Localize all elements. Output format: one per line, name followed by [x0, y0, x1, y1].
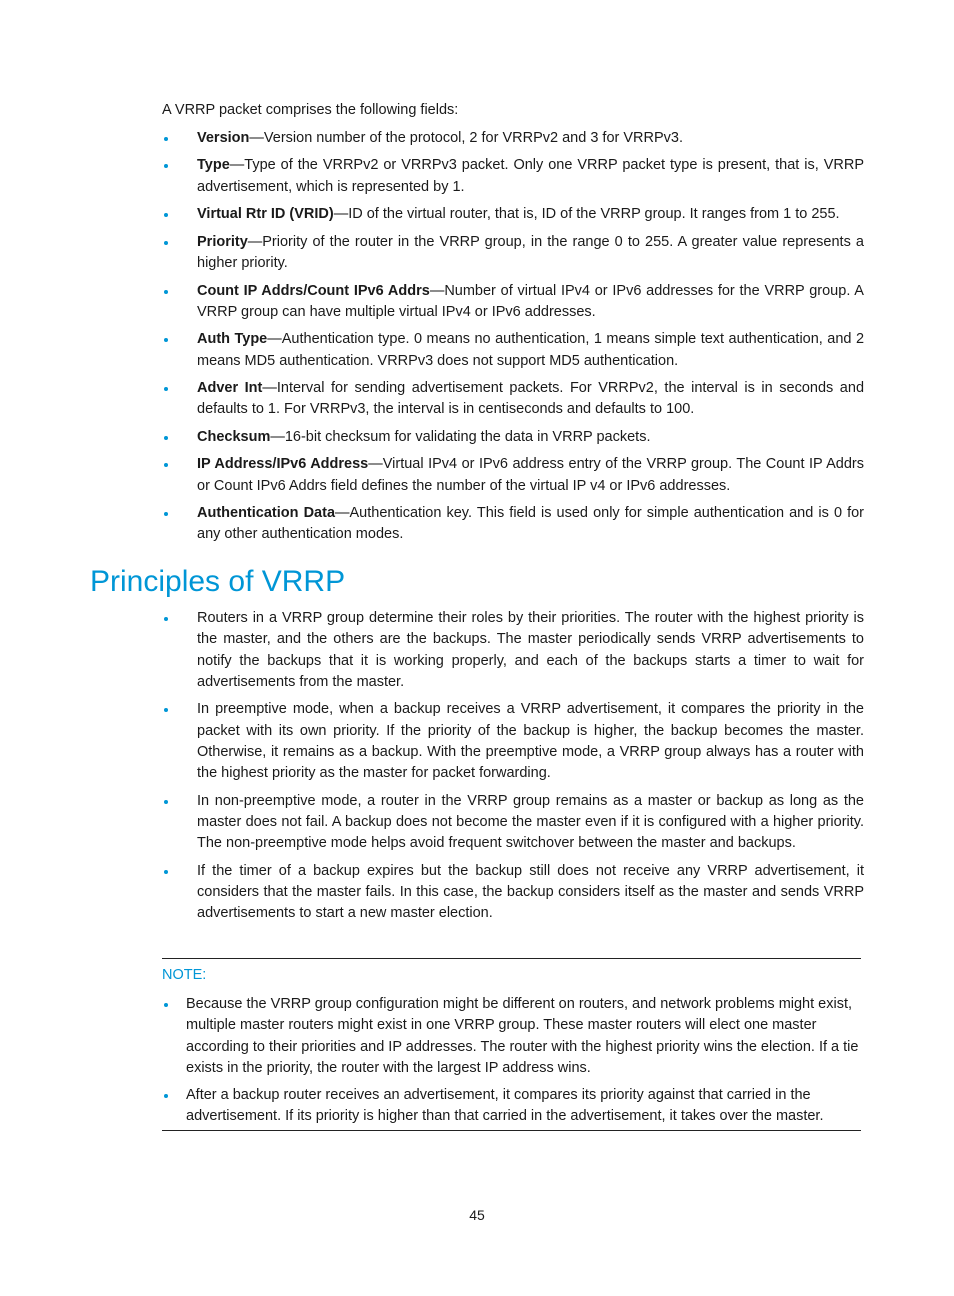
note-text: After a backup router receives an advertisement, it compares its priority against that carried in the advertisement. If its priority is higher than that carried in the advertisement, it takes over the master.	[186, 1087, 824, 1125]
list-item	[162, 427, 864, 448]
field-description: —Priority of the router in the VRRP group, in the range 0 to 255. A greater value represents a higher priority.	[197, 233, 864, 272]
principle-text: If the timer of a backup expires but the backup still does not receive any VRRP advertisement, it considers that the master fails. In this case, the backup considers itself as the master and sends VRRP advertisements to start a new master election.	[197, 862, 864, 922]
list-item	[162, 281, 864, 324]
field-term: Authentication Data	[197, 505, 336, 522]
field-description: —ID of the virtual router, that is, ID of the VRRP group. It ranges from 1 to 255.	[333, 206, 840, 223]
note-text: Because the VRRP group configuration might be different on routers, and network problems might exist, multiple master routers might exist in one VRRP group. These master routers will elect one master according to their priorities and IP addresses. The router with the highest priority wins the election. If a tie exists in the priority, the router with the largest IP address wins.	[186, 996, 859, 1076]
list-item	[162, 128, 864, 149]
list-item	[162, 232, 864, 275]
note-item	[162, 1085, 861, 1128]
bullet-icon	[164, 1003, 168, 1007]
field-term: Adver Int	[197, 380, 263, 397]
list-item	[162, 454, 864, 497]
list-item	[162, 699, 864, 784]
field-term: IP Address/IPv6 Address	[197, 456, 369, 473]
list-item	[162, 204, 864, 225]
field-description: —Version number of the protocol, 2 for VRRPv2 and 3 for VRRPv3.	[249, 130, 683, 146]
page-number: 45	[469, 1207, 485, 1223]
field-description: —16-bit checksum for validating the data in VRRP packets.	[270, 428, 651, 445]
field-term: Type	[197, 157, 230, 174]
bullet-icon	[164, 708, 168, 712]
bullet-icon	[164, 463, 168, 467]
bullet-icon	[164, 800, 168, 804]
note-label: NOTE:	[162, 967, 207, 983]
field-term: Version	[197, 130, 250, 146]
bullet-icon	[164, 436, 168, 440]
bullet-icon	[164, 241, 168, 245]
principle-text: In preemptive mode, when a backup receives a VRRP advertisement, it compares the priority in the packet with its own priority. If the priority of the backup is higher, the backup becomes the master. Otherwise, it remains as a backup. With the preemptive mode, a VRRP group always has a router with the highest priority as the master for packet forwarding.	[197, 701, 864, 782]
field-description: —Authentication type. 0 means no authentication, 1 means simple text authentication, and 2 means MD5 authentication. VRRPv3 does not support MD5 authentication.	[197, 331, 865, 369]
field-description: —Number of virtual IPv4 or IPv6 addresses for the VRRP group. A VRRP group can have multiple virtual IPv4 or IPv6 addresses.	[197, 282, 864, 320]
field-term: Auth Type	[197, 331, 268, 348]
field-term: Virtual Rtr ID (VRID)	[197, 206, 334, 223]
list-item	[162, 608, 864, 693]
section-heading: Principles of VRRP	[90, 565, 346, 598]
field-description: —Type of the VRRPv2 or VRRPv3 packet. Only one VRRP packet type is present, that is, VRRP advertisement, which is represented by 1.	[197, 157, 864, 195]
list-item	[162, 155, 864, 198]
list-item	[162, 861, 864, 925]
note-item	[162, 994, 861, 1079]
field-description: —Authentication key. This field is used only for simple authentication and is 0 for any other authentication modes.	[197, 505, 865, 543]
bullet-icon	[164, 290, 168, 294]
packet-fields-list	[162, 128, 864, 552]
list-item	[162, 503, 864, 546]
bullet-icon	[164, 164, 168, 168]
bullet-icon	[164, 617, 168, 621]
bullet-icon	[164, 1094, 168, 1098]
bullet-icon	[164, 213, 168, 217]
intro-paragraph: A VRRP packet comprises the following fields:	[162, 102, 459, 118]
principle-text: In non-preemptive mode, a router in the VRRP group remains as a master or backup as long as the master does not fail. A backup does not become the master even if it is configured with a higher priority. The non-preemptive mode helps avoid frequent switchover between the master and backups.	[197, 792, 864, 852]
bullet-icon	[164, 387, 168, 391]
list-item	[162, 329, 864, 372]
bullet-icon	[164, 137, 168, 141]
bullet-icon	[164, 870, 168, 874]
field-term: Count IP Addrs/Count IPv6 Addrs	[197, 282, 430, 299]
list-item	[162, 378, 864, 421]
bullet-icon	[164, 512, 168, 516]
note-box	[162, 958, 861, 1131]
field-term: Checksum	[197, 428, 271, 445]
principle-text: Routers in a VRRP group determine their roles by their priorities. The router with the highest priority is the master, and the others are the backups. The master periodically sends VRRP advertisements to notify the backups that it is working properly, and each of the backups starts a timer to wait for advertisements from the master.	[197, 610, 864, 690]
list-item	[162, 791, 864, 855]
bullet-icon	[164, 338, 168, 342]
field-description: —Interval for sending advertisement packets. For VRRPv2, the interval is in seconds and defaults to 1. For VRRPv3, the interval is in centiseconds and defaults to 100.	[197, 380, 865, 418]
note-list	[162, 994, 861, 1128]
field-description: —Virtual IPv4 or IPv6 address entry of the VRRP group. The Count IP Addrs or Count IPv6 Addrs field defines the number of the virtual IP v4 or IPv6 addresses.	[197, 456, 864, 494]
field-term: Priority	[197, 233, 248, 250]
principles-list	[162, 608, 864, 931]
